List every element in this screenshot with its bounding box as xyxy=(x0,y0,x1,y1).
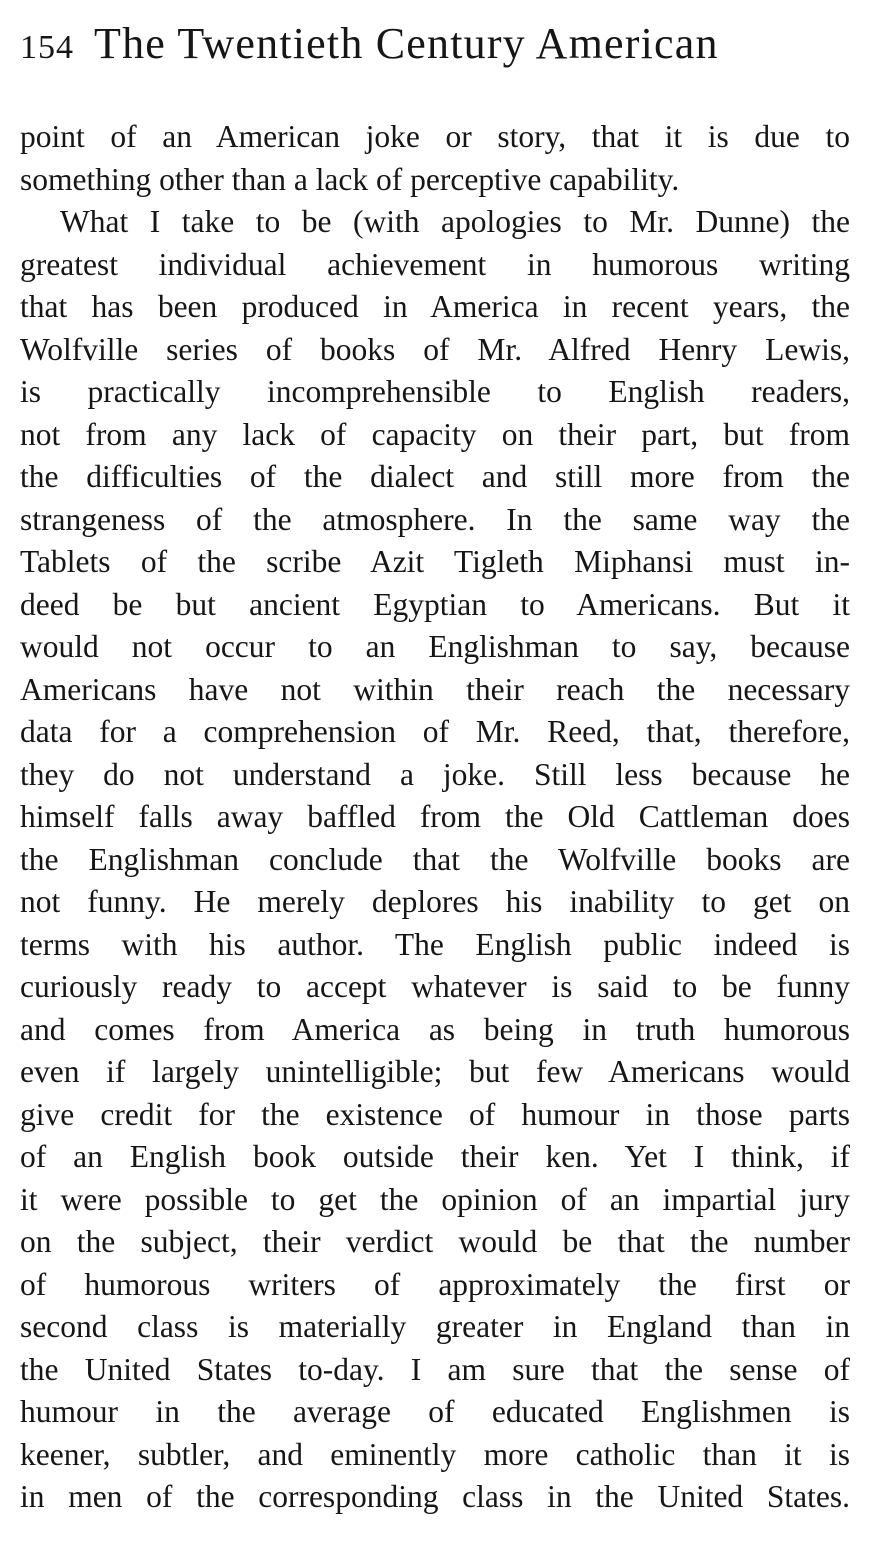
running-title: The Twentieth Century American xyxy=(94,19,719,68)
text-line: is practically incomprehensible to English readers, xyxy=(20,374,850,409)
text-line: of humorous writers of approximately the first or xyxy=(20,1266,850,1302)
text-line: of an English book outside their ken. Yet I think, if xyxy=(20,1139,850,1174)
text-line: greatest individual achievement in humorous writing xyxy=(20,246,850,282)
text-line: something other than a lack of perceptive capability. xyxy=(20,161,680,197)
text-line: even if largely unintelligible; but few Americans would xyxy=(20,1054,850,1089)
text-line: What I take to be (with apologies to Mr. Dunne) the xyxy=(60,204,850,239)
text-line: give credit for the existence of humour in those parts xyxy=(20,1096,850,1132)
text-line: would not occur to an Englishman to say, because xyxy=(20,629,850,664)
text-line: the United States to-day. I am sure that the sense of xyxy=(20,1351,850,1387)
page-number: 154 xyxy=(20,29,74,66)
page-header xyxy=(20,19,719,82)
text-line: not from any lack of capacity on their part, but from xyxy=(20,416,850,452)
text-line: humour in the average of educated Englishmen is xyxy=(20,1394,850,1429)
text-line: himself falls away baffled from the Old Cattleman does xyxy=(20,799,850,834)
text-line: and comes from America as being in truth humorous xyxy=(20,1011,850,1047)
text-line: curiously ready to accept whatever is said to be funny xyxy=(20,969,850,1004)
text-line: they do not understand a joke. Still less because he xyxy=(20,756,850,792)
text-line: data for a comprehension of Mr. Reed, that, therefore, xyxy=(20,714,850,749)
text-line: point of an American joke or story, that it is due to xyxy=(20,119,850,154)
text-line: in men of the corresponding class in the United States. xyxy=(20,1479,850,1514)
text-line: Tablets of the scribe Azit Tigleth Miphansi must in- xyxy=(20,544,850,579)
text-line: Americans have not within their reach the necessary xyxy=(20,671,850,707)
text-line: that has been produced in America in recent years, the xyxy=(20,289,850,324)
text-line: it were possible to get the opinion of an impartial jury xyxy=(20,1181,850,1217)
text-line: terms with his author. The English public indeed is xyxy=(20,926,850,962)
body-text xyxy=(20,116,850,1519)
text-line: second class is materially greater in England than in xyxy=(20,1309,850,1344)
text-line: on the subject, their verdict would be that the number xyxy=(20,1224,850,1259)
text-line: deed be but ancient Egyptian to Americans. But it xyxy=(20,586,850,622)
text-line: the Englishman conclude that the Wolfville books are xyxy=(20,841,850,877)
text-line: strangeness of the atmosphere. In the same way the xyxy=(20,501,850,537)
text-line: keener, subtler, and eminently more catholic than it is xyxy=(20,1436,850,1472)
text-line: Wolfville series of books of Mr. Alfred Henry Lewis, xyxy=(20,331,850,367)
text-line: the difficulties of the dialect and still more from the xyxy=(20,459,850,494)
text-line: not funny. He merely deplores his inability to get on xyxy=(20,884,850,919)
